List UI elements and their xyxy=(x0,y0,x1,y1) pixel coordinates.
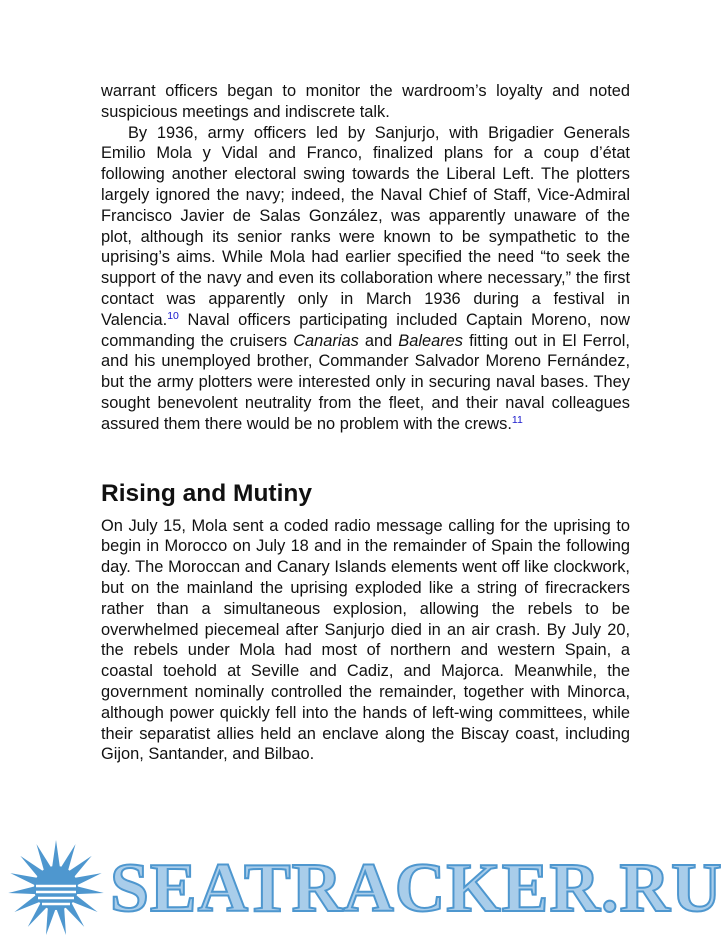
paragraph-2 xyxy=(101,123,630,435)
paragraph-2-text-4: fitting out in El Ferrol, and his unemployed brother, Commander Salvador Moreno Fernández, but the army plotters were interested only in securing naval bases. They sought benevolent neutrality from the fleet, and their naval colleagues assured them there would be no problem with the crews. xyxy=(101,331,630,433)
paragraph-2-text-1: By 1936, army officers led by Sanjurjo, with Brigadier Generals Emilio Mola y Vidal and Franco, finalized plans for a coup d’état following another electoral swing towards the Liberal Left. The plotters largely ignored the navy; indeed, the Naval Chief of Staff, Vice-Admiral Francisco Javier de Salas González, was apparently unaware of the plot, although its senior ranks were known to be sympathetic to the uprising’s aims. While Mola had earlier specified the need “to seek the support of the navy and even its collaboration where necessary,” the first contact was apparently only in March 1936 during a festival in Valencia. xyxy=(101,123,630,329)
paragraph-3-text: On July 15, Mola sent a coded radio message calling for the uprising to begin in Morocco on July 18 and in the remainder of Spain the following day. The Moroccan and Canary Islands elements went off like clockwork, but on the mainland the uprising exploded like a string of firecrackers rather than a simultaneous explosion, allowing the rebels to be overwhelmed piecemeal after Sanjurjo died in an air crash. By July 20, the rebels under Mola had most of northern and western Spain, a coastal toehold at Seville and Cadiz, and Majorca. Meanwhile, the government nominally controlled the remainder, together with Minorca, although power quickly fell into the hands of left-wing committees, while their separatist allies held an enclave along the Biscay coast, including Gijon, Santander, and Bilbao. xyxy=(101,516,630,764)
paragraph-2-text-2: Naval officers participating included Captain Moreno, now commanding the cruisers xyxy=(101,310,630,350)
watermark xyxy=(0,838,726,944)
ship-name-canarias: Canarias xyxy=(293,331,359,350)
watermark-text: SEATRACKER.RU xyxy=(110,850,723,927)
document-body xyxy=(101,81,630,765)
paragraph-3 xyxy=(101,516,630,766)
sun-icon xyxy=(6,838,106,938)
section-heading: Rising and Mutiny xyxy=(101,479,312,507)
paragraph-1-text: warrant officers began to monitor the wardroom’s loyalty and noted suspicious meetings and indiscrete talk. xyxy=(101,82,630,121)
paragraph-1 xyxy=(101,81,630,123)
paragraph-2-text-3: and xyxy=(358,331,399,350)
ship-name-baleares: Baleares xyxy=(398,331,463,350)
footnote-ref-10[interactable]: 10 xyxy=(167,309,179,322)
footnote-ref-11[interactable]: 11 xyxy=(511,413,523,426)
